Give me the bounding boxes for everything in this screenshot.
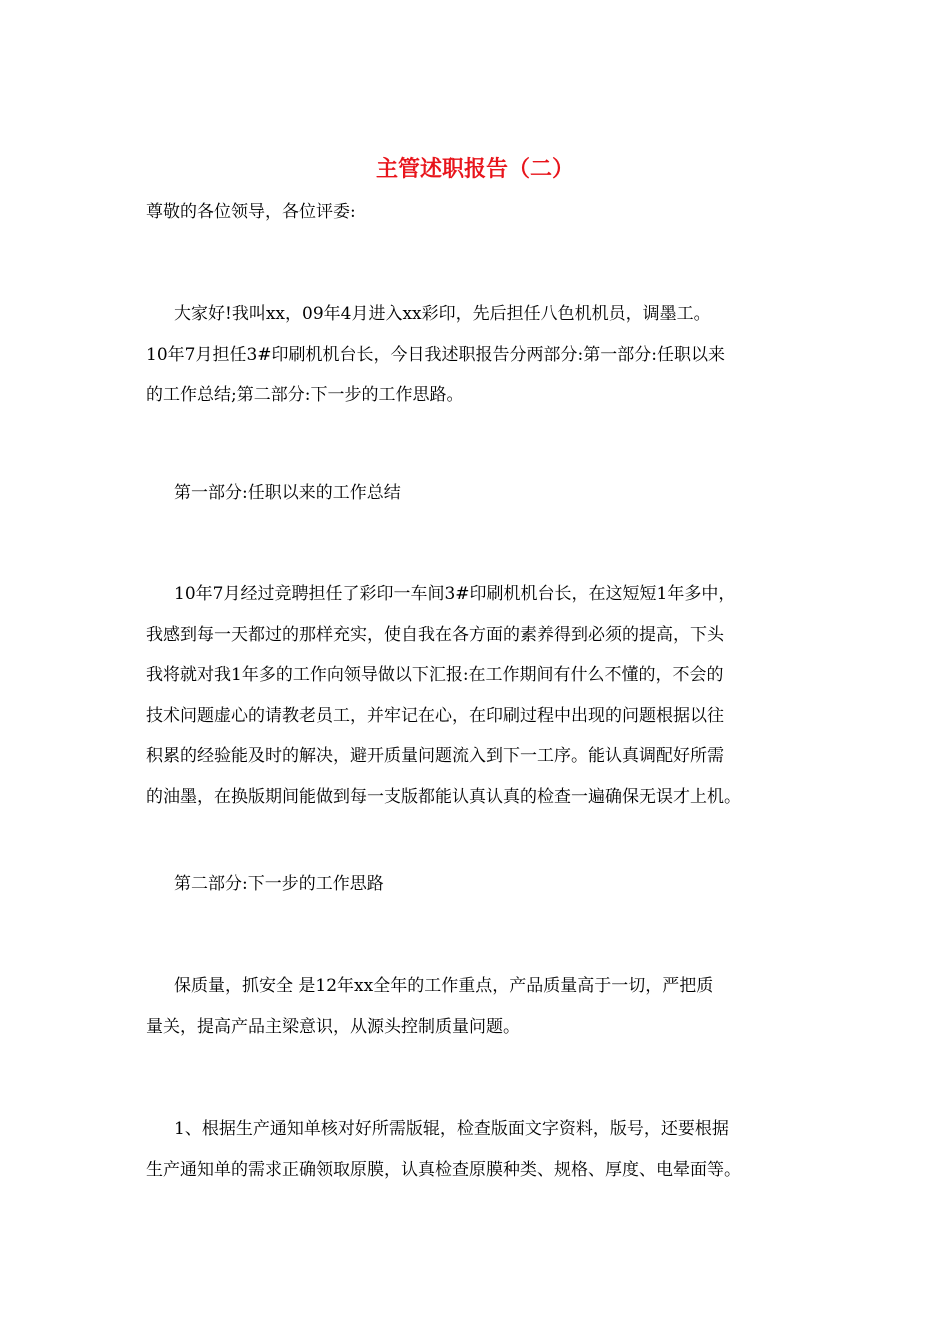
text-line: 我将就对我1年多的工作向领导做以下汇报:在工作期间有什么不懂的，不会的: [146, 665, 724, 685]
section-heading-part-one: [146, 473, 806, 514]
document-title: 主管述职报告（二）: [375, 156, 574, 182]
text-line: 大家好!我叫xx，09年4月进入xx彩印，先后担任八色机机员，调墨工。: [174, 304, 711, 324]
text-line: 10年7月担任3#印刷机机台长，今日我述职报告分两部分:第一部分:任职以来: [146, 344, 725, 365]
text-line: 生产通知单的需求正确领取原膜，认真检查原膜种类、规格、厚度、电晕面等。: [146, 1159, 741, 1180]
salutation: 尊敬的各位领导，各位评委:: [146, 202, 356, 222]
section-heading-part-two: [146, 864, 806, 905]
text-line: 技术问题虚心的请教老员工，并牢记在心，在印刷过程中出现的问题根据以往: [146, 705, 724, 726]
text-line: 第一部分:任职以来的工作总结: [174, 483, 401, 503]
text-line: 的工作总结;第二部分:下一步的工作思路。: [146, 385, 464, 405]
paragraph-introduction: [146, 294, 806, 416]
text-line: 10年7月经过竞聘担任了彩印一车间3#印刷机机台长，在这短短1年多中，: [174, 584, 736, 604]
paragraph-work-summary: [146, 574, 806, 817]
text-line: 保质量，抓安全 是12年xx全年的工作重点，产品质量高于一切，严把质: [174, 976, 714, 996]
paragraph-quality-safety: [146, 966, 806, 1047]
text-line: 我感到每一天都过的那样充实，使自我在各方面的素养得到必须的提高，下头: [146, 624, 724, 645]
text-line: 积累的经验能及时的解决，避开质量问题流入到下一工序。能认真调配好所需: [146, 746, 724, 766]
text-line: 的油墨，在换版期间能做到每一支版都能认真认真的检查一遍确保无误才上机。: [146, 786, 741, 807]
paragraph-item-one: [146, 1109, 806, 1190]
text-line: 第二部分:下一步的工作思路: [174, 874, 384, 894]
text-line: 量关，提高产品主梁意识，从源头控制质量问题。: [146, 1016, 520, 1037]
text-line: 1、根据生产通知单核对好所需版辊，检查版面文字资料，版号，还要根据: [174, 1119, 729, 1139]
